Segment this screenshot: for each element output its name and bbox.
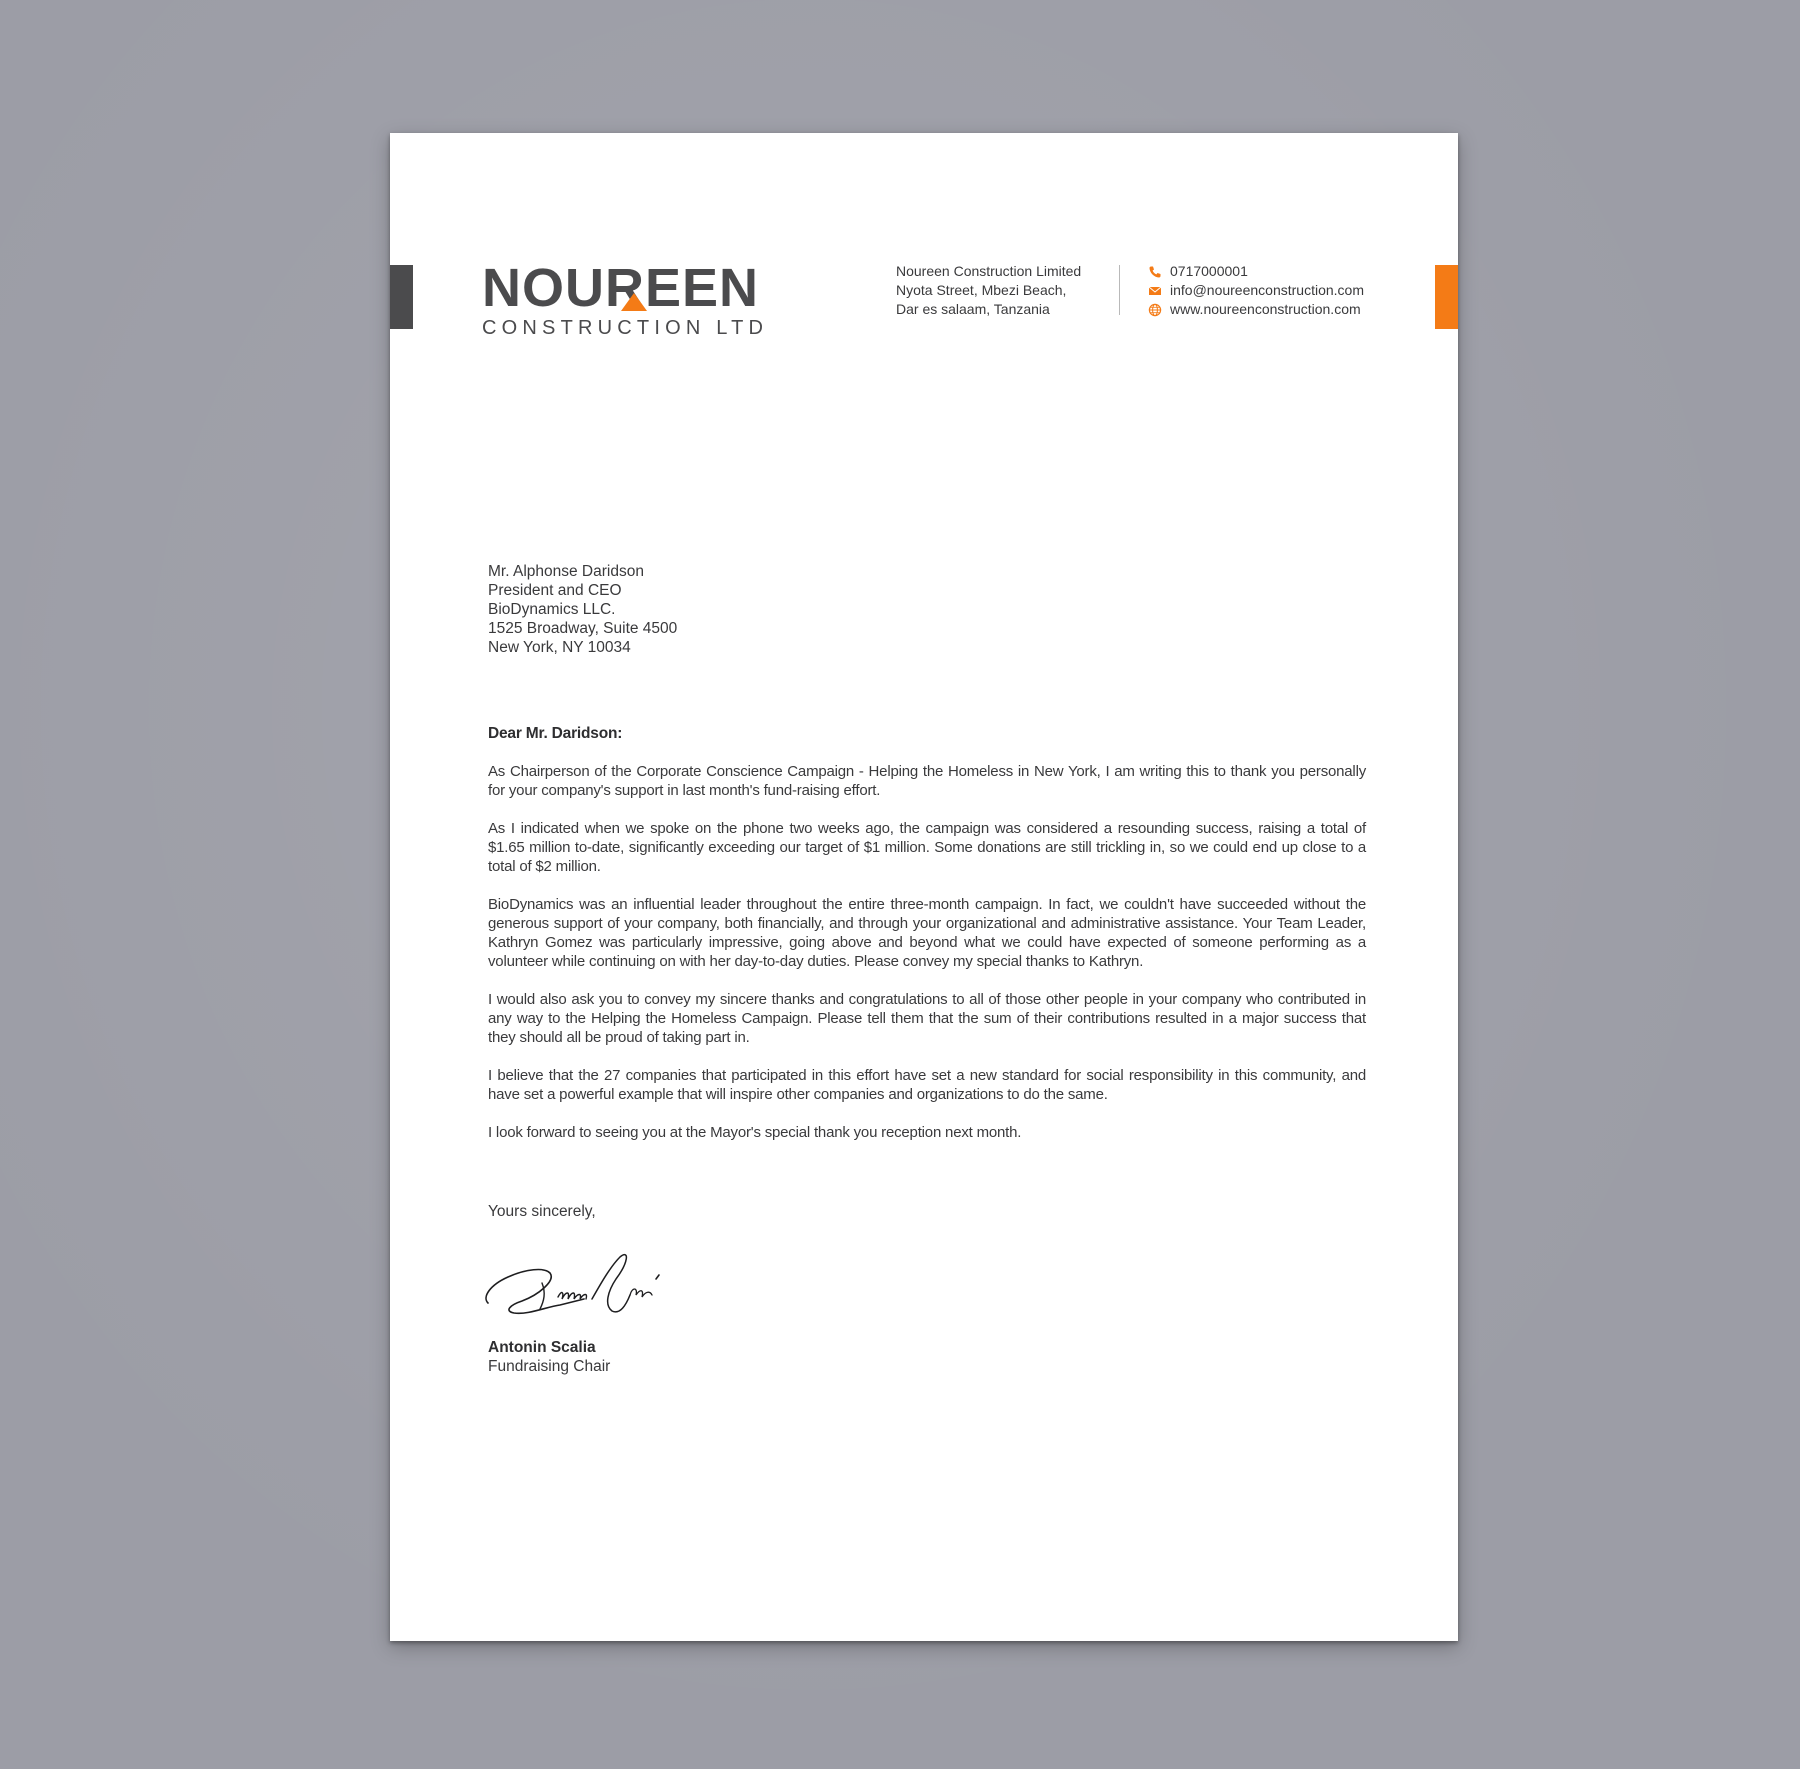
company-contacts [1148,262,1364,319]
company-logo [482,258,782,339]
contact-phone [1148,262,1364,281]
letter-page [390,133,1458,1641]
recipient-name: Mr. Alphonse Daridson [488,563,644,580]
phone-icon [1148,265,1162,279]
body-paragraph: I believe that the 27 companies that participated in this effort have set a new standard for social responsibility in this community, and have set a powerful example that will inspire other companies and organizations to do the same. [488,1067,1366,1103]
logo-wordmark: NOUREEN [482,258,760,318]
recipient-company: BioDynamics LLC. [488,601,616,618]
recipient-address [488,562,677,657]
recipient-title: President and CEO [488,582,622,599]
salutation: Dear Mr. Daridson: [488,725,623,742]
recipient-city: New York, NY 10034 [488,639,631,656]
letter-body [488,724,1366,1161]
recipient-street: 1525 Broadway, Suite 4500 [488,620,678,637]
logo-tagline: CONSTRUCTION LTD [482,317,769,339]
body-paragraph: As Chairperson of the Corporate Conscience Campaign - Helping the Homeless in New York, I am writing this to thank you personally for your company's support in last month's fund-raising effort. [488,763,1366,799]
globe-icon [1148,303,1162,317]
handwritten-signature [480,1245,676,1329]
closing: Yours sincerely, [488,1203,596,1220]
contact-email [1148,281,1364,300]
envelope-icon [1148,284,1162,298]
signer-title: Fundraising Chair [488,1358,611,1375]
body-paragraph: I would also ask you to convey my sincere thanks and congratulations to all of those other people in your company who contributed in any way to the Helping the Homeless Campaign. Please tell them that the sum of their contributions resulted in a major success that they should all be proud of taking part in. [488,991,1366,1046]
body-paragraph: As I indicated when we spoke on the phone two weeks ago, the campaign was considered a resounding success, raising a total of $1.65 million to-date, significantly exceeding our target of $1 million. Some donations are still trickling in, so we could end up close to a total of $2 million. [488,820,1366,875]
signer-name: Antonin Scalia [488,1339,596,1356]
contact-website-text: www.noureenconstruction.com [1170,301,1361,317]
left-accent-bar [390,265,413,329]
logo-triangle-icon [621,293,647,311]
contact-website [1148,300,1364,319]
contact-email-text: info@noureenconstruction.com [1170,282,1364,298]
body-paragraph: BioDynamics was an influential leader throughout the entire three-month campaign. In fact, we couldn't have succeeded without the generous support of your company, both financially, and through your organizational and administrative assistance. Your Team Leader, Kathryn Gomez was particularly impressive, going above and beyond what we could have expected of someone performing as a volunteer while continuing on with her day-to-day duties. Please convey my special thanks to Kathryn. [488,896,1366,970]
right-accent-bar [1435,265,1458,329]
address-line: Nyota Street, Mbezi Beach, [896,282,1067,298]
body-paragraph: I look forward to seeing you at the Mayor's special thank you reception next month. [488,1124,1022,1141]
address-line: Noureen Construction Limited [896,263,1082,279]
address-line: Dar es salaam, Tanzania [896,301,1050,317]
company-address [896,262,1081,319]
header-divider [1119,265,1120,315]
contact-phone-text: 0717000001 [1170,263,1248,279]
